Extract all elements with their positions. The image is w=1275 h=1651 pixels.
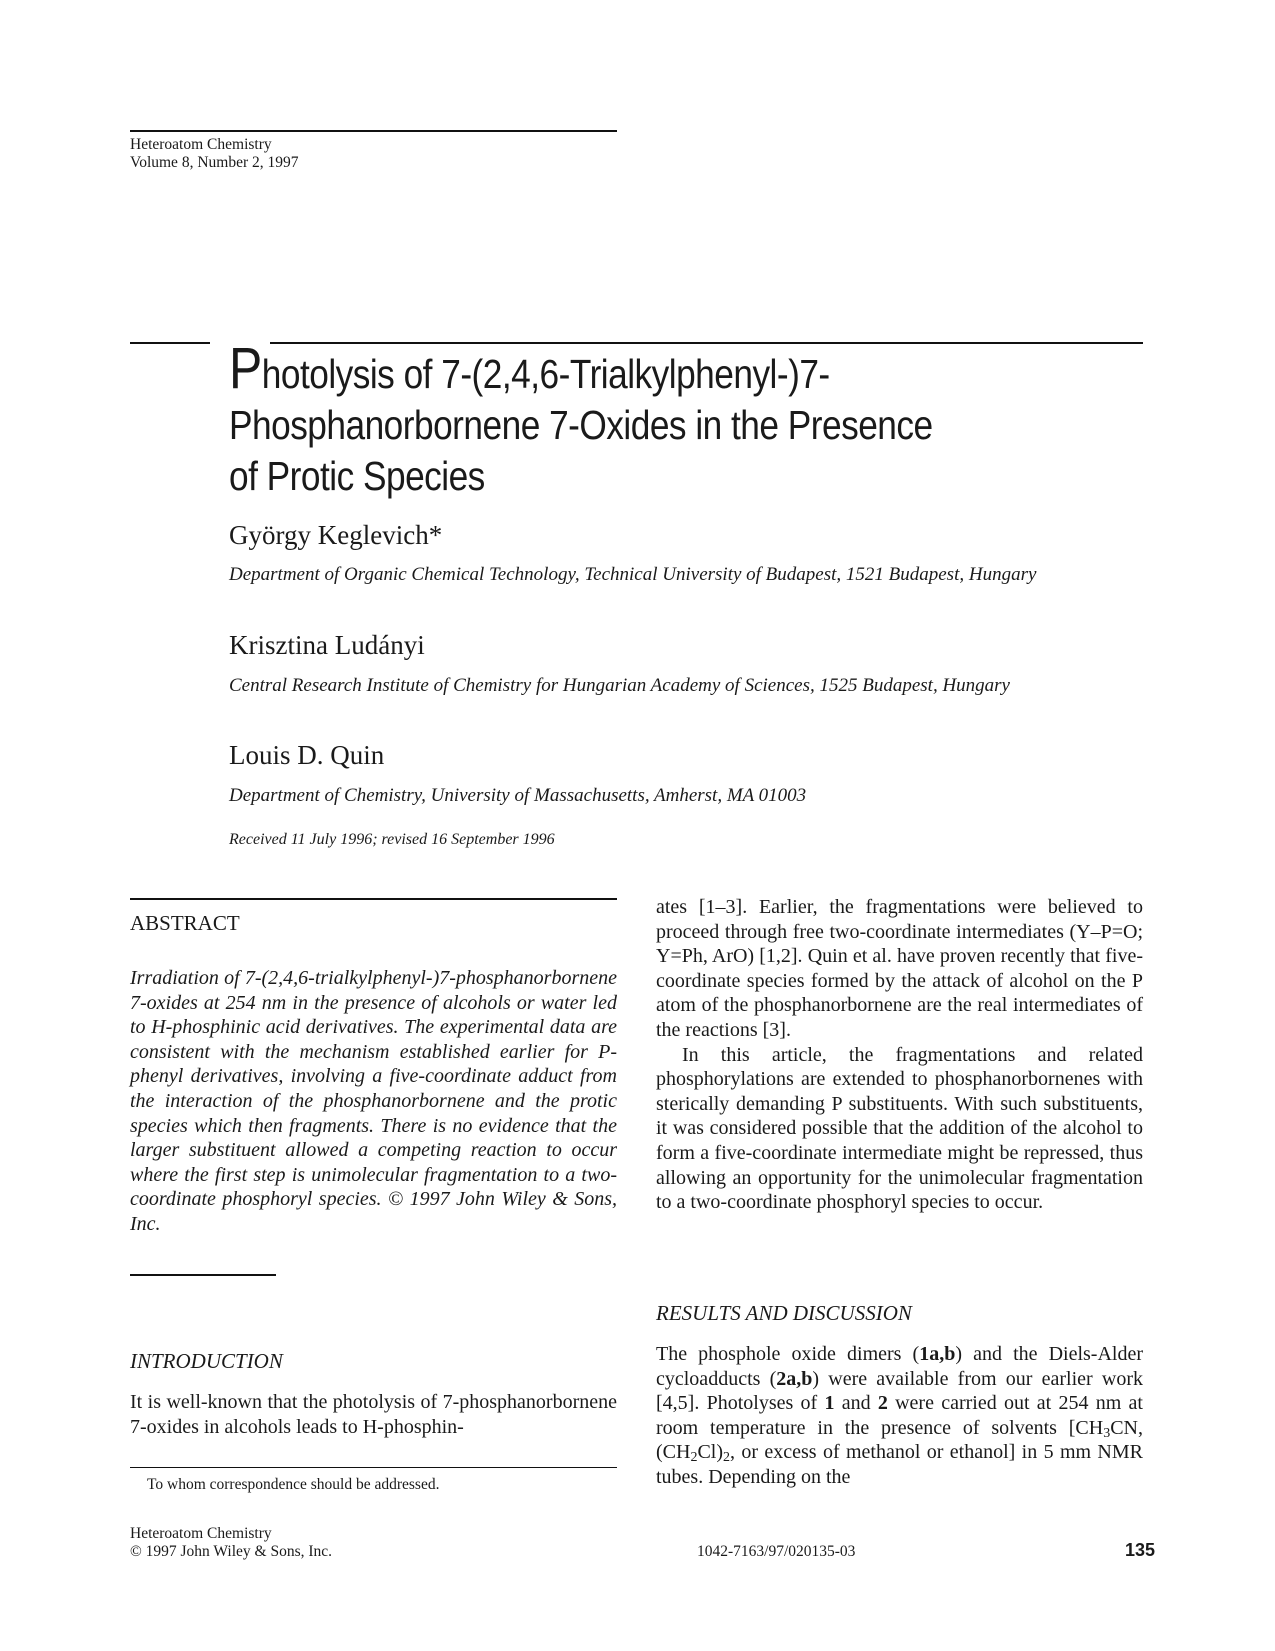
right-paragraph-1: ates [1–3]. Earlier, the fragmentations were believed to proceed through free two-coordinate intermediates (Y–P=O; Y=Ph, ArO) [1,2]. Quin et al. have proven recently that five-coordinate species formed by the attack of alcohol on the P atom of the phosphanorbornene are the real intermediates of the reactions [3]. (656, 896, 1143, 1041)
compound-2: 2 (877, 1392, 888, 1415)
affiliation-1: Department of Organic Chemical Technology, Technical University of Budapest, 1521 Budapest, Hungary (229, 564, 1037, 585)
author-2: Krisztina Ludányi (229, 630, 425, 660)
footnote: To whom correspondence should be addressed. (147, 1476, 440, 1493)
journal-name: Heteroatom Chemistry (130, 136, 272, 153)
footer-journal-name: Heteroatom Chemistry (130, 1525, 272, 1542)
compound-2ab: 2a,b (776, 1367, 813, 1390)
footer-copyright: © 1997 John Wiley & Sons, Inc. (130, 1543, 333, 1560)
title-initial: P (229, 336, 262, 401)
results-text (656, 1342, 1143, 1490)
introduction-paragraph: It is well-known that the photolysis of 7-phosphanorbornene 7-oxides in alcohols leads to H-phosphin- (130, 1391, 617, 1438)
paper-title (229, 336, 1029, 502)
journal-header (130, 136, 298, 172)
journal-volume: Volume 8, Number 2, 1997 (130, 154, 299, 171)
abstract-rule-top (130, 898, 617, 900)
title-line-3: of Protic Species (229, 453, 485, 499)
results-paragraph: The phosphole oxide dimers (1a,b) and the Diels-Alder cycloadducts (2a,b) were available from our earlier work [4,5]. Photolyses of 1 and 2 were carried out at 254 nm at room temperature in the presence of solvents [$CH_3CN$, $(CH_2Cl)_2$, or excess of methanol or ethanol] in 5 mm NMR tubes. Depending on the (656, 1343, 1144, 1488)
title-line-1: hotolysis of 7-(2,4,6-Trialkylphenyl-)7- (261, 351, 830, 397)
footnote-rule (130, 1467, 617, 1468)
results-heading: RESULTS AND DISCUSSION (656, 1301, 912, 1325)
compound-1ab: 1a,b (919, 1343, 956, 1365)
abstract-text (130, 966, 617, 1237)
abstract-paragraph: Irradiation of 7-(2,4,6-trialkylphenyl-)7-phosphanorbornene 7-oxides at 254 nm in the presence of alcohols or water led to H-phosphinic acid derivatives. The experimental data are consistent with the mechanism established earlier for P-phenyl derivatives, involving a five-coordinate adduct from the interaction of the phosphanorbornene and the protic species which then fragments. There is no evidence that the larger substituent allowed a competing reaction to occur where the first step is unimolecular fragmentation to a two-coordinate phosphoryl species. © 1997 John Wiley & Sons, Inc. (130, 967, 617, 1235)
page-number: 135 (1125, 1540, 1156, 1560)
footer-article-code: 1042-7163/97/020135-03 (697, 1543, 856, 1560)
introduction-heading: INTRODUCTION (130, 1349, 283, 1373)
affiliation-3: Department of Chemistry, University of Massachusetts, Amherst, MA 01003 (229, 785, 807, 806)
received-dates: Received 11 July 1996; revised 16 September 1996 (229, 831, 555, 848)
abstract-rule-bottom (130, 1274, 276, 1276)
compound-1: 1 (824, 1392, 835, 1415)
right-column-text (656, 895, 1143, 1215)
title-rule-left (130, 342, 210, 344)
introduction-text (130, 1390, 617, 1439)
author-3: Louis D. Quin (229, 740, 385, 770)
title-line-2: Phosphanorbornene 7-Oxides in the Presence (229, 402, 933, 448)
author-1: György Keglevich* (229, 520, 443, 550)
footer-journal (130, 1525, 332, 1561)
abstract-heading: ABSTRACT (130, 911, 240, 935)
affiliation-2: Central Research Institute of Chemistry for Hungarian Academy of Sciences, 1525 Budapest, Hungary (229, 675, 1010, 696)
right-paragraph-2: In this article, the fragmentations and related phosphorylations are extended to phosphanorbornenes with sterically demanding P substituents. With such substituents, it was considered possible that the addition of the alcohol to form a five-coordinate intermediate might be repressed, thus allowing an opportunity for the unimolecular fragmentation to a two-coordinate phosphoryl species to occur. (656, 1043, 1143, 1214)
header-rule (130, 130, 617, 132)
